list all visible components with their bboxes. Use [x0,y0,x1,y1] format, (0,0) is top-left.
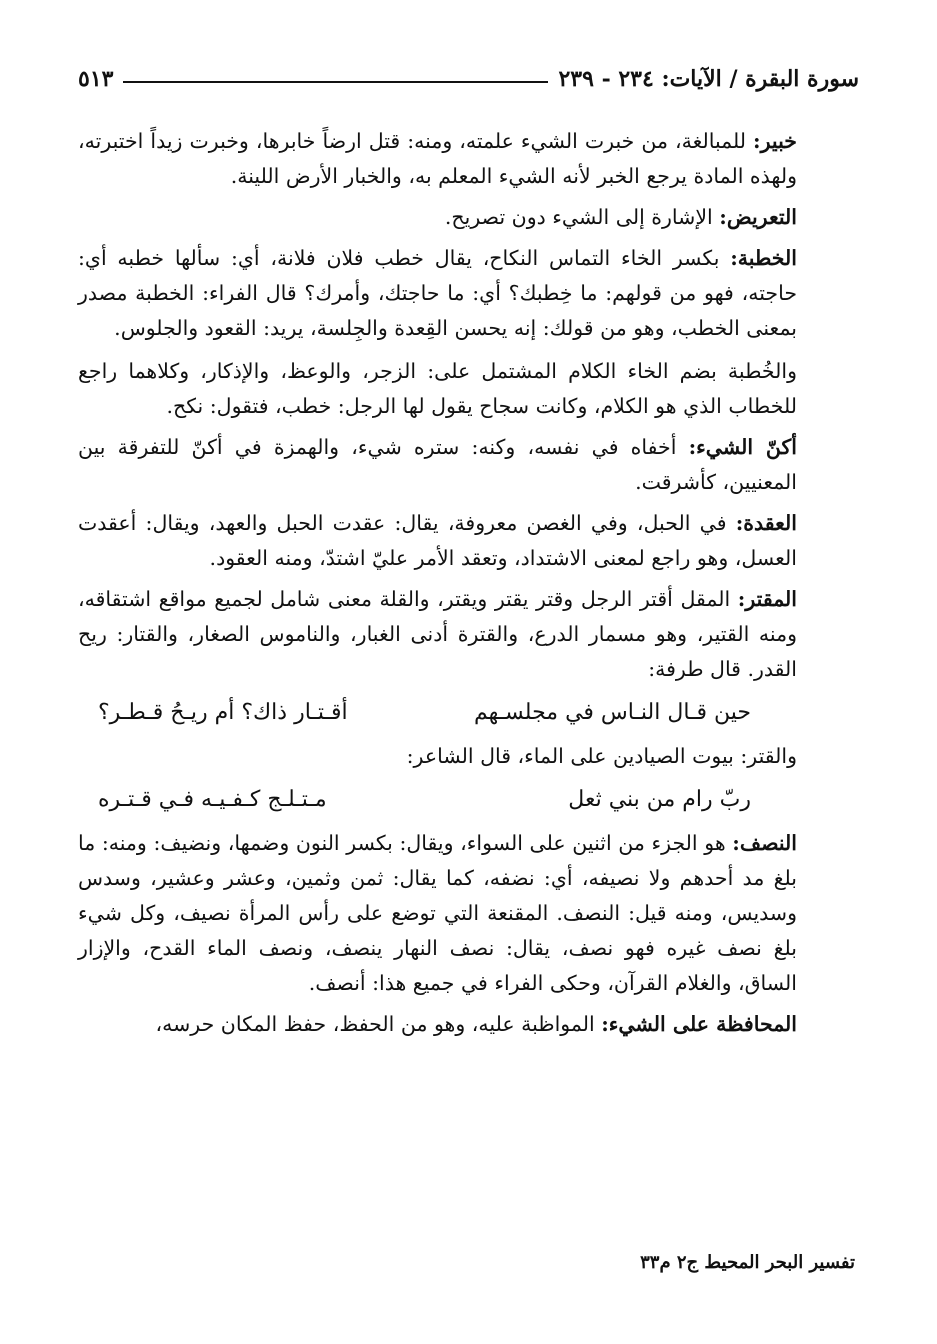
verse-first-hemistich: ربّ رام من بني ثعل [568,787,751,812]
entry-definition: أخفاه في نفسه، وكنه: ستره شيء، والهمزة في أكنّ للتفرقة بين المعنيين، كأشرقت. [78,435,797,494]
entry-term: التعريض: [719,205,797,229]
entry-tarid [78,200,797,235]
entry-definition: هو الجزء من اثنين على السواء، ويقال: بكسر النون وضمها، ونضيف: ومنه: ما بلغ مد أحدهم ولا نصيفه، أي: نضفه، كما يقال: ثمن وثمين، وعشر وعشير، وسدس وسديس، ومنه قيل: النصف. المقنعة التي توضع على رأس المرأة نصيف، وكل شيء بلغ نصف غيره فهو نصف، يقال: نصف النهار ينصف، ونصف الماء القدح، والإزار الساق، والغلام القرآن، وحكى الفراء في جميع هذا: أنصف. [78,831,797,995]
verse-second-hemistich: مـتـلـج كـفـيـه فـي قـتـره [98,787,327,812]
entry-khitba [78,241,797,424]
qutr-definition-line: والقتر: بيوت الصيادين على الماء، قال الشاعر: [406,744,797,768]
page-body [78,124,797,1048]
entry-term: خبير: [753,129,797,153]
header-rule [123,81,548,83]
entry-definition: بكسر الخاء التماس النكاح، يقال خطب فلان فلانة، أي: سألها خطبه أي: حاجته، فهو من قولهم: ما خِطبك؟ أي: ما حاجتك، وأمرك؟ قال الفراء: الخطبة مصدر بمعنى الخطب، وهو من قولك: إنه يحسن القِعدة والجِلسة، يريد: القعود والجلوس. [78,246,797,340]
poem-verse-tarafa [98,691,751,735]
entry-continuation: والخُطبة بضم الخاء الكلام المشتمل على: الزجر، والوعظ، والإذكار، وكلاهما راجع للخطاب الذي هو الكلام، وكانت سجاح يقول لها الرجل: خطب، فتقول: نكح. [78,359,797,418]
verse-second-hemistich: أقـتـار ذاك؟ أم ريـحُ قـطـر؟ [98,700,348,725]
entry-term: المقتر: [737,587,797,611]
entry-term: النصف: [732,831,797,855]
entry-akanna [78,430,797,500]
entry-uqda [78,506,797,576]
entry-nisf [78,826,797,1001]
page-footer: تفسير البحر المحيط ج٢ م٣٣ [640,1252,855,1273]
entry-definition: في الحبل، وفي الغصن معروفة، يقال: عقدت الحبل والعهد، ويقال: أعقدت العسل، وهو راجع لمعنى الاشتداد، وتعقد الأمر عليّ اشتدّ، ومنه العقود. [78,511,797,570]
entry-khabir [78,124,797,194]
entry-term: العقدة: [735,511,797,535]
entry-definition: للمبالغة، من خبرت الشيء علمته، ومنه: قتل ارضاً خابرها، وخبرت زيداً اختبرته، ولهذه المادة يرجع الخبر لأنه الشيء المعلم به، والخبار الأرض اللينة. [78,129,797,188]
entry-definition: الإشارة إلى الشيء دون تصريح. [444,205,713,229]
entry-term: المحافظة على الشيء: [601,1012,797,1036]
entry-term: الخطبة: [730,246,797,270]
surah-title: سورة البقرة / الآيات: ٢٣٤ - ٢٣٩ [558,66,859,92]
poem-verse-poet [98,778,751,822]
entry-muqtir [78,582,797,687]
entry-muhafaza [78,1007,797,1042]
page-header [78,60,859,98]
entry-definition: المقل أقتر الرجل وقتر يقتر ويقتر، والقلة معنى شامل لجميع مواقع اشتقاقه، ومنه القتير، وهو مسمار الدرع، والقترة أدنى الغبار، والناموس الصغار، والقتار: ريح القدر. قال طرفة: [78,587,797,681]
page-number: ٥١٣ [78,66,114,92]
entry-definition: المواظبة عليه، وهو من الحفظ، حفظ المكان حرسه، [155,1012,595,1036]
entry-term: أكنّ الشيء: [688,435,797,459]
verse-first-hemistich: حين قـال النـاس في مجلسـهم [473,700,751,725]
